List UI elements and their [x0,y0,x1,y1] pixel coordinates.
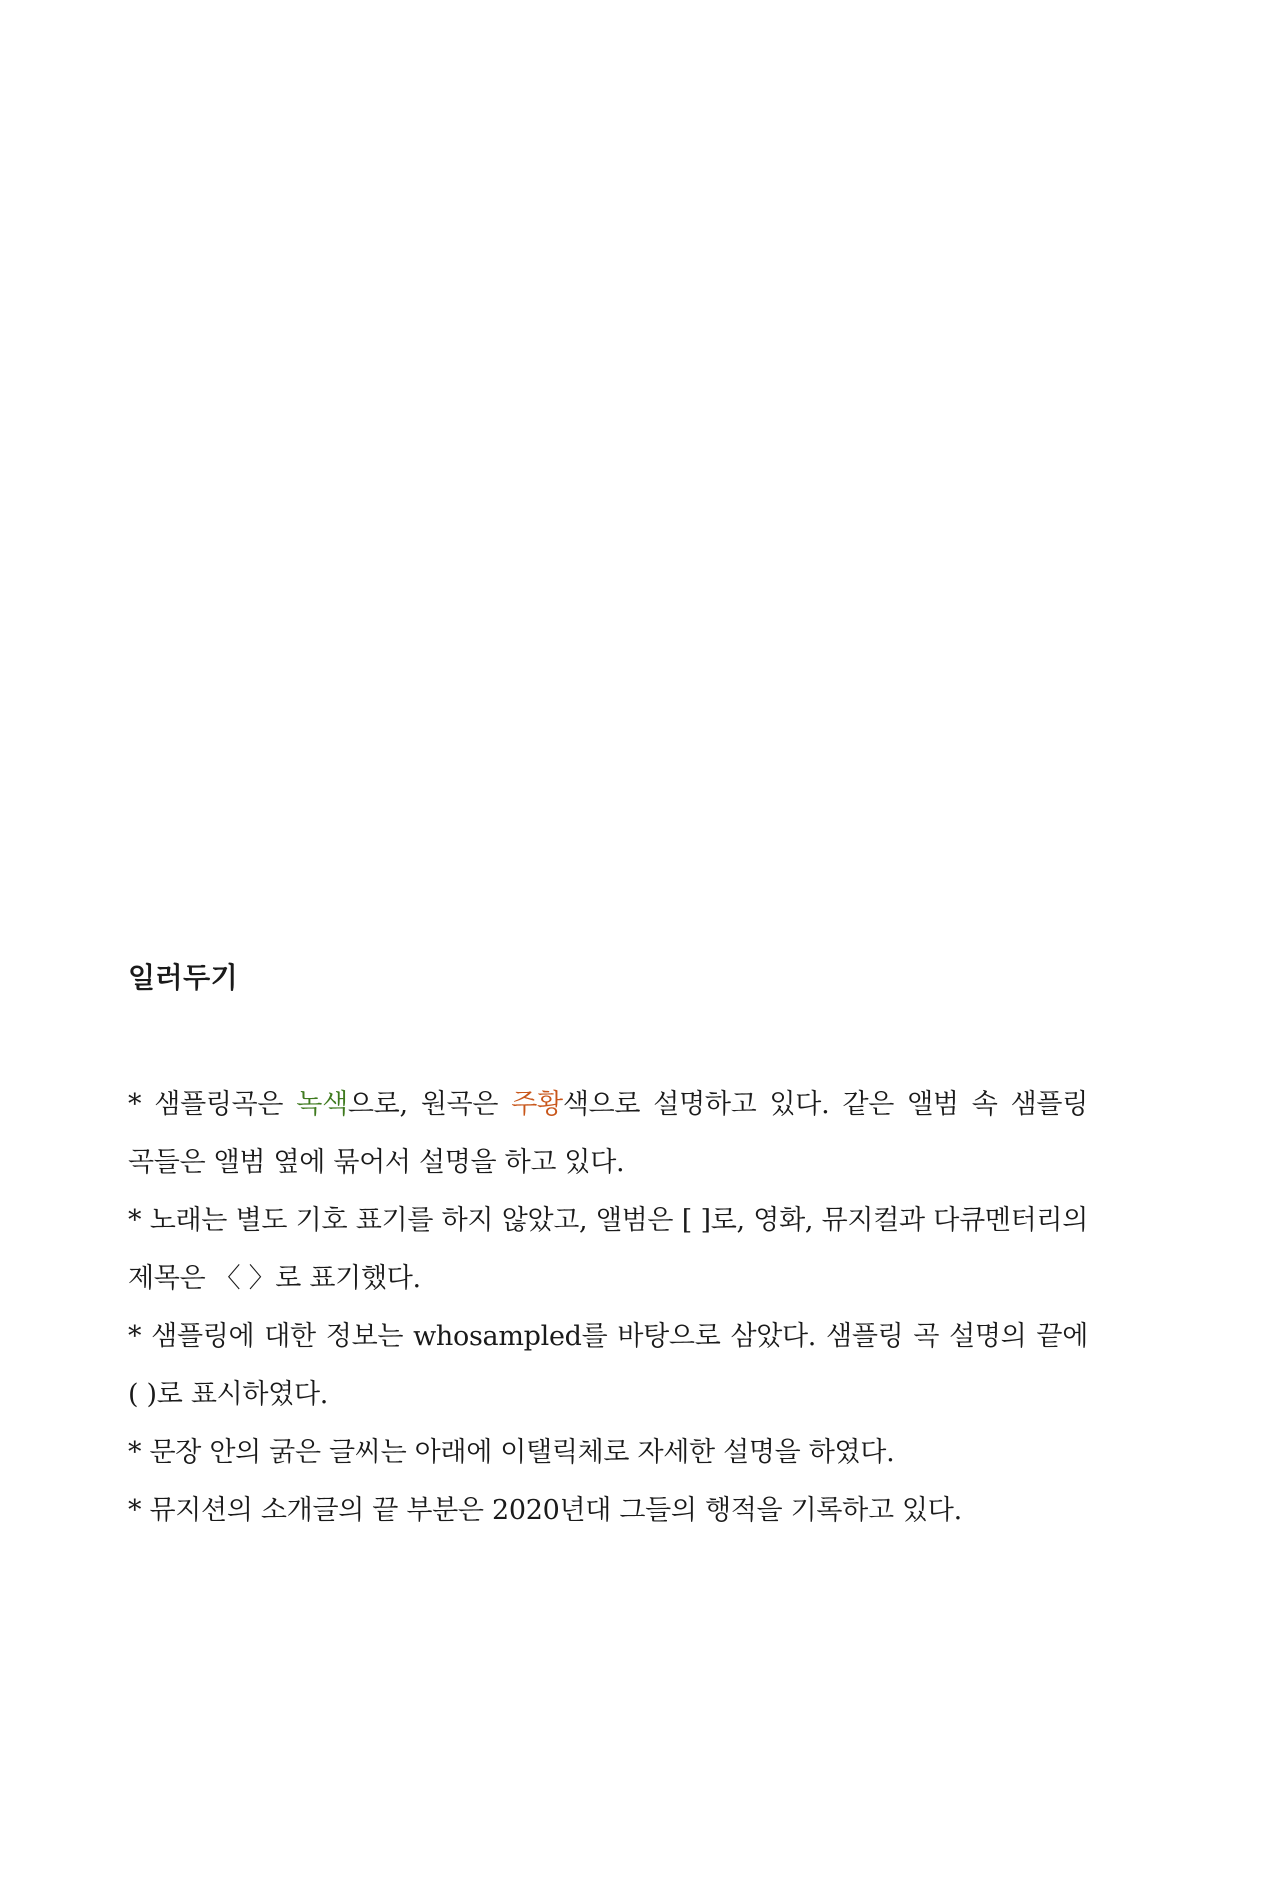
note-item-notation: * 노래는 별도 기호 표기를 하지 않았고, 앨범은 [ ]로, 영화, 뮤지컬과 다큐멘터리의 제목은 〈 〉로 표기했다. [128,1205,1088,1294]
notes-section [128,958,1088,1540]
note-item-musician-intro: * 뮤지션의 소개글의 끝 부분은 2020년대 그들의 행적을 기록하고 있다. [128,1495,962,1526]
note-item-source: * 샘플링에 대한 정보는 whosampled를 바탕으로 삼았다. 샘플링 곡 설명의 끝에 ( )로 표시하였다. [128,1321,1088,1410]
note-item-color-legend [128,1076,1088,1192]
orange-highlight-text: 주황 [511,1089,563,1120]
notes-title: 일러두기 [128,961,239,994]
note-text: 색으로 설명하고 있다. 같은 앨범 속 샘플링 곡들은 앨범 옆에 묶어서 설명을 하고 있다. [128,1089,1088,1178]
note-item-bold-text: * 문장 안의 굵은 글씨는 아래에 이탤릭체로 자세한 설명을 하였다. [128,1437,895,1468]
green-highlight-text: 녹색 [296,1089,348,1120]
note-text: 으로, 원곡은 [347,1089,512,1120]
note-text: * 샘플링곡은 [128,1089,297,1120]
